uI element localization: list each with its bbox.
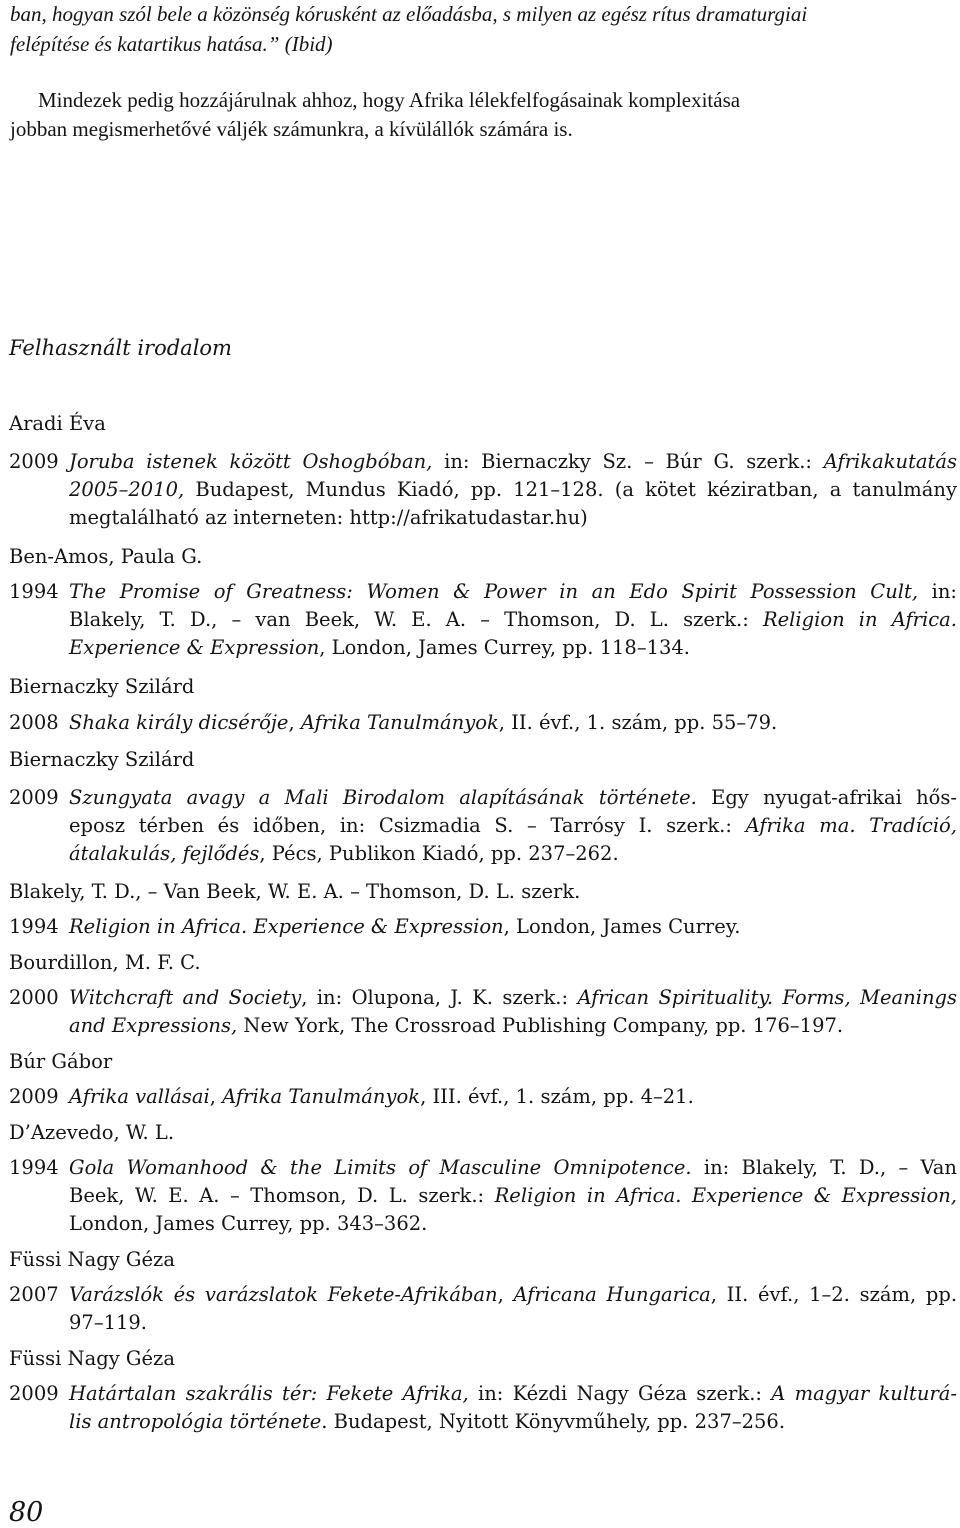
entry-line: Beek, W. E. A. – Thomson, D. L. szerk.: Religion in Africa. Experience & Expression, — [69, 1184, 957, 1207]
entry-line: megtalálható az interneten: http://afrikatudastar.hu) — [69, 506, 588, 529]
entry-year: 1994 — [9, 1156, 59, 1179]
entry-line: Religion in Africa. Experience & Expression, London, James Currey. — [69, 915, 741, 938]
intro-line-1: ban, hogyan szól bele a közönség kórusként az előadásba, s milyen az egész rítus dramaturgiai — [10, 2, 808, 26]
entry-line: London, James Currey, pp. 343–362. — [69, 1212, 428, 1235]
entry-line: Experience & Expression, London, James Currey, pp. 118–134. — [69, 636, 691, 659]
author-name: Búr Gábor — [9, 1050, 113, 1073]
author-name: Ben-Amos, Paula G. — [9, 545, 203, 568]
entry-line: 2005–2010, Budapest, Mundus Kiadó, pp. 121–128. (a kötet kéziratban, a tanulmány — [69, 478, 957, 501]
entry-line: átalakulás, fejlődés, Pécs, Publikon Kiadó, pp. 237–262. — [69, 842, 619, 865]
author-name: Bourdillon, M. F. C. — [9, 951, 201, 974]
entry-year: 2008 — [9, 711, 59, 734]
entry-year: 2007 — [9, 1283, 59, 1306]
intro-line-4: jobban megismerhetővé váljék számunkra, a kívülállók számára is. — [10, 117, 573, 141]
entry-line: Varázslók és varázslatok Fekete-Afrikában, Africana Hungarica, II. évf., 1–2. szám, pp. — [69, 1283, 958, 1306]
entry-line: Joruba istenek között Oshogbóban, in: Biernaczky Sz. – Búr G. szerk.: Afrikakutatás — [69, 450, 957, 473]
author-name: Füssi Nagy Géza — [9, 1347, 175, 1370]
entry-line: and Expressions, New York, The Crossroad Publishing Company, pp. 176–197. — [69, 1014, 844, 1037]
entry-line: Blakely, T. D., – van Beek, W. E. A. – Thomson, D. L. szerk.: Religion in Africa. — [69, 608, 957, 631]
intro-line-2: felépítése és katartikus hatása.” (Ibid) — [10, 32, 333, 56]
entry-line: Shaka király dicsérője, Afrika Tanulmányok, II. évf., 1. szám, pp. 55–79. — [69, 711, 778, 734]
entry-line: Gola Womanhood & the Limits of Masculine Omnipotence. in: Blakely, T. D., – Van — [69, 1156, 957, 1179]
entry-line: Witchcraft and Society, in: Olupona, J. K. szerk.: African Spirituality. Forms, Meanings — [69, 986, 957, 1009]
bibliography-heading: Felhasznált irodalom — [9, 336, 232, 360]
entry-year: 2000 — [9, 986, 59, 1009]
entry-year: 1994 — [9, 580, 59, 603]
intro-line-3: Mindezek pedig hozzájárulnak ahhoz, hogy Afrika lélekfelfogásainak komplexitása — [38, 88, 741, 112]
author-name: Biernaczky Szilárd — [9, 748, 195, 771]
author-name: Blakely, T. D., – Van Beek, W. E. A. – Thomson, D. L. szerk. — [9, 880, 581, 903]
author-name: Biernaczky Szilárd — [9, 675, 195, 698]
entry-year: 2009 — [9, 786, 59, 809]
entry-line: Határtalan szakrális tér: Fekete Afrika, in: Kézdi Nagy Géza szerk.: A magyar kulturá- — [69, 1382, 957, 1405]
entry-year: 2009 — [9, 1382, 59, 1405]
entry-line: 97–119. — [69, 1311, 147, 1334]
entry-year: 2009 — [9, 450, 59, 473]
author-name: D’Azevedo, W. L. — [9, 1121, 175, 1144]
entry-line: Szungyata avagy a Mali Birodalom alapításának története. Egy nyugat-afrikai hős- — [69, 786, 957, 809]
entry-line: The Promise of Greatness: Women & Power in an Edo Spirit Possession Cult, in: — [69, 580, 957, 603]
entry-line: eposz térben és időben, in: Csizmadia S. – Tarrósy I. szerk.: Afrika ma. Tradíció, — [69, 814, 957, 837]
entry-line: lis antropológia története. Budapest, Nyitott Könyvműhely, pp. 237–256. — [69, 1410, 786, 1433]
entry-line: Afrika vallásai, Afrika Tanulmányok, III. évf., 1. szám, pp. 4–21. — [69, 1085, 694, 1108]
entry-year: 2009 — [9, 1085, 59, 1108]
author-name: Aradi Éva — [9, 412, 106, 435]
entry-year: 1994 — [9, 915, 59, 938]
page-number: 80 — [9, 1497, 44, 1528]
author-name: Füssi Nagy Géza — [9, 1248, 175, 1271]
